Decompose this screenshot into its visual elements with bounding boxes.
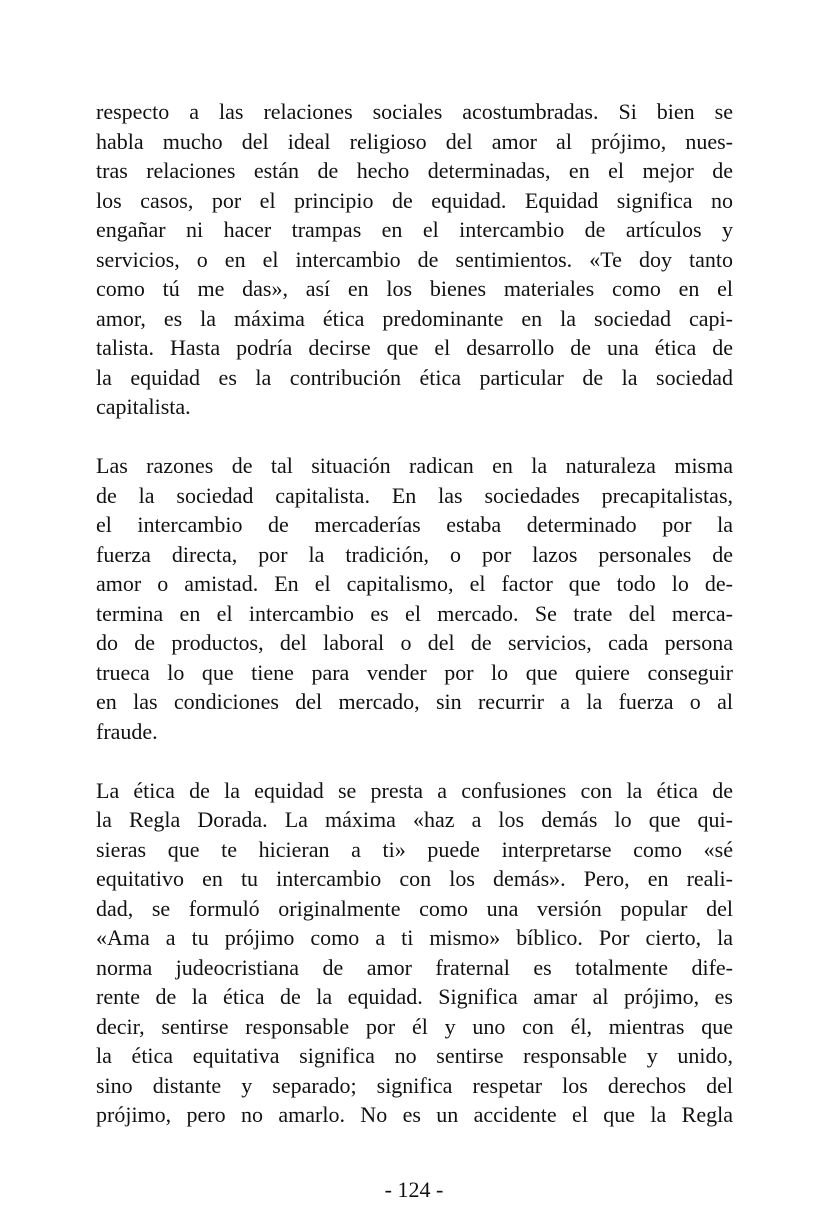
body-text bbox=[96, 97, 733, 1159]
text-line: los casos, por el principio de equidad. Equidad significa no bbox=[96, 187, 733, 213]
text-line: decir, sentirse responsable por él y uno con él, mientras que bbox=[96, 1013, 733, 1039]
text-line: como tú me das», así en los bienes materiales como en el bbox=[96, 276, 733, 301]
text-line: engañar ni hacer trampas en el intercambio de artículos y bbox=[96, 217, 733, 242]
text-line: la equidad es la contribución ética particular de la sociedad bbox=[96, 364, 733, 390]
text-line: termina en el intercambio es el mercado. Se trate del merca- bbox=[96, 600, 733, 626]
text-line: la ética equitativa significa no sentirse responsable y unido, bbox=[96, 1043, 733, 1068]
text-line: sieras que te hicieran a ti» puede interpretarse como «sé bbox=[96, 836, 733, 862]
paragraph bbox=[96, 97, 733, 422]
text-line: en las condiciones del mercado, sin recurrir a la fuerza o al bbox=[96, 689, 733, 714]
text-line: equitativo en tu intercambio con los demás». Pero, en reali- bbox=[96, 866, 733, 891]
text-line: talista. Hasta podría decirse que el desarrollo de una ética de bbox=[96, 335, 733, 360]
text-line: prójimo, pero no amarlo. No es un accidente el que la Regla bbox=[96, 1102, 733, 1127]
text-line: dad, se formuló originalmente como una versión popular del bbox=[96, 895, 733, 921]
paragraph bbox=[96, 451, 733, 746]
text-line: fraude. bbox=[96, 718, 158, 744]
text-line: respecto a las relaciones sociales acostumbradas. Si bien se bbox=[96, 99, 733, 124]
text-line: servicios, o en el intercambio de sentimientos. «Te doy tanto bbox=[96, 246, 733, 272]
text-line: tras relaciones están de hecho determinadas, en el mejor de bbox=[96, 158, 733, 183]
paragraph bbox=[96, 776, 733, 1130]
text-line: habla mucho del ideal religioso del amor al prójimo, nues- bbox=[96, 128, 733, 154]
page-number: - 124 - bbox=[384, 1177, 444, 1202]
text-line: amor, es la máxima ética predominante en la sociedad capi- bbox=[96, 305, 733, 331]
text-line: trueca lo que tiene para vender por lo que quiere conseguir bbox=[96, 659, 733, 685]
text-line: de la sociedad capitalista. En las sociedades precapitalistas, bbox=[96, 482, 733, 508]
text-line: La ética de la equidad se presta a confusiones con la ética de bbox=[96, 777, 733, 803]
text-line: «Ama a tu prójimo como a ti mismo» bíblico. Por cierto, la bbox=[96, 925, 733, 950]
text-line: fuerza directa, por la tradición, o por lazos personales de bbox=[96, 541, 733, 567]
text-line: amor o amistad. En el capitalismo, el factor que todo lo de- bbox=[96, 571, 733, 596]
text-line: la Regla Dorada. La máxima «haz a los demás lo que qui- bbox=[96, 807, 733, 832]
text-line: capitalista. bbox=[96, 394, 191, 419]
text-line: do de productos, del laboral o del de servicios, cada persona bbox=[96, 630, 733, 655]
text-line: Las razones de tal situación radican en la naturaleza misma bbox=[96, 453, 733, 478]
text-line: rente de la ética de la equidad. Significa amar al prójimo, es bbox=[96, 984, 733, 1009]
text-line: norma judeocristiana de amor fraternal es totalmente dife- bbox=[96, 954, 733, 980]
text-line: sino distante y separado; significa respetar los derechos del bbox=[96, 1072, 733, 1098]
text-line: el intercambio de mercaderías estaba determinado por la bbox=[96, 512, 733, 537]
